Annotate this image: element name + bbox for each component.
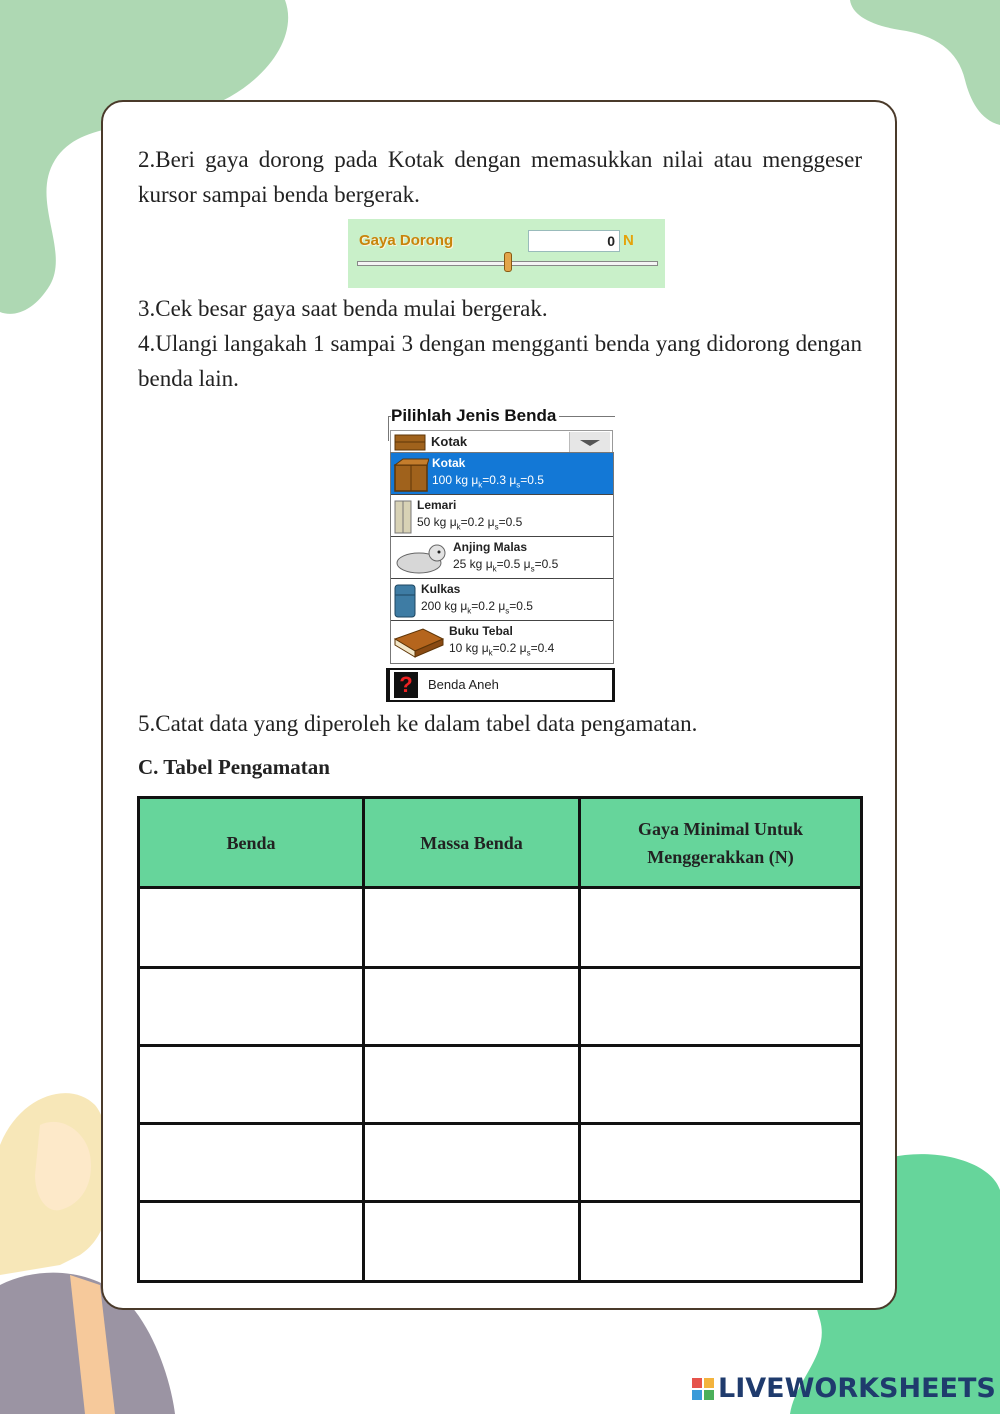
dropdown-selected-text: Kotak (431, 434, 468, 449)
dog-icon (393, 541, 449, 575)
liveworksheets-logo-icon (692, 1378, 714, 1400)
crate-icon (393, 457, 429, 493)
option-name: Lemari (417, 498, 457, 512)
object-options-list (390, 452, 614, 664)
option-anjing-malas[interactable] (391, 537, 613, 579)
step-3-text: 3.Cek besar gaya saat benda mulai bergerak. (138, 296, 548, 321)
option-name: Kotak (432, 456, 466, 470)
table-row (139, 1046, 862, 1124)
table-cell[interactable] (139, 888, 364, 968)
liveworksheets-logo: LIVEWORKSHEETS (718, 1373, 996, 1404)
picker-legend: Pilihlah Jenis Benda (391, 406, 559, 426)
object-picker (386, 406, 615, 702)
table-cell[interactable] (139, 968, 364, 1046)
option-name: Buku Tebal (449, 624, 513, 638)
header-massa-benda: Massa Benda (364, 798, 580, 888)
table-cell[interactable] (580, 1202, 862, 1282)
table-row (139, 1124, 862, 1202)
push-force-control (348, 219, 665, 288)
object-dropdown[interactable] (390, 430, 613, 454)
option-desc: 200 kg $\mu_k=0.2$ $\mu_s=0.5$ (421, 599, 533, 616)
header-gaya-minimal: Gaya Minimal Untuk Menggerakkan (N) (580, 798, 862, 888)
option-desc: 25 kg $\mu_k=0.5$ $\mu_s=0.5$ (453, 557, 559, 574)
table-cell[interactable] (139, 1202, 364, 1282)
step-2-text: 2.Beri gaya dorong pada Kotak dengan memasukkan nilai atau menggeser kursor sampai benda bergerak. (138, 147, 862, 207)
cabinet-icon (393, 499, 413, 535)
option-lemari[interactable] (391, 495, 613, 537)
option-kulkas[interactable] (391, 579, 613, 621)
book-icon (393, 625, 445, 659)
table-cell[interactable] (364, 1202, 580, 1282)
push-force-input[interactable]: 0 (528, 230, 620, 252)
push-force-slider-thumb[interactable] (504, 252, 512, 272)
option-desc: 100 kg $\mu_k=0.3$ $\mu_s=0.5$ (432, 473, 544, 490)
table-cell[interactable] (139, 1046, 364, 1124)
table-row (139, 888, 862, 968)
section-title: C. Tabel Pengamatan (138, 755, 330, 779)
option-buku-tebal[interactable] (391, 621, 613, 663)
question-mark-icon: ? (394, 672, 418, 698)
table-cell[interactable] (364, 1046, 580, 1124)
table-cell[interactable] (364, 968, 580, 1046)
option-name: Kulkas (421, 582, 461, 596)
header-benda: Benda (139, 798, 364, 888)
step-4-text: 4.Ulangi langakah 1 sampai 3 dengan mengganti benda yang didorong dengan benda lain. (138, 331, 862, 391)
table-cell[interactable] (364, 1124, 580, 1202)
option-name: Anjing Malas (453, 540, 528, 554)
table-header-row (139, 798, 862, 888)
dropdown-button[interactable] (569, 432, 610, 452)
table-cell[interactable] (580, 1124, 862, 1202)
table-cell[interactable] (139, 1124, 364, 1202)
table-cell[interactable] (580, 888, 862, 968)
fridge-icon (393, 583, 417, 619)
option-benda-aneh[interactable] (390, 670, 612, 700)
table-row (139, 968, 862, 1046)
picker-footer (386, 668, 615, 702)
picker-frame-left (388, 416, 389, 441)
step-5-text: 5.Catat data yang diperoleh ke dalam tabel data pengamatan. (138, 711, 698, 736)
crate-icon (394, 433, 426, 451)
table-cell[interactable] (580, 968, 862, 1046)
observation-table (137, 796, 863, 1283)
table-row (139, 1202, 862, 1282)
table-cell[interactable] (364, 888, 580, 968)
table-cell[interactable] (580, 1046, 862, 1124)
push-force-unit: N (623, 232, 634, 249)
option-name: Benda Aneh (428, 677, 499, 692)
push-force-label: Gaya Dorong (359, 232, 454, 249)
option-desc: 50 kg $\mu_k=0.2$ $\mu_s=0.5$ (417, 515, 523, 532)
option-kotak[interactable] (391, 453, 613, 495)
chevron-down-icon (580, 440, 600, 446)
option-desc: 10 kg $\mu_k=0.2$ $\mu_s=0.4$ (449, 641, 555, 658)
